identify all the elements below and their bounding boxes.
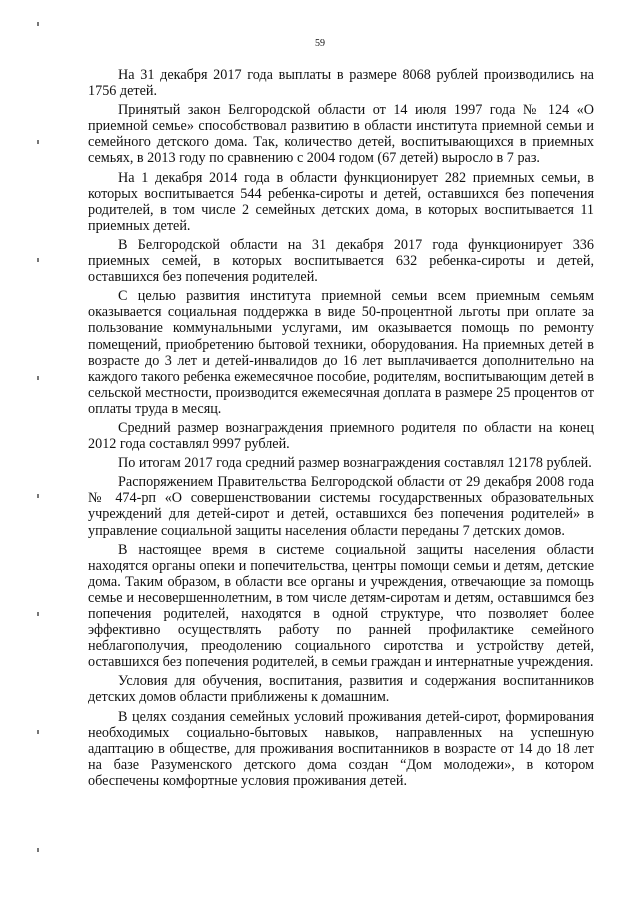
paragraph: С целью развития института приемной семьи всем приемным семьям оказывается социальная поддержка в виде 50-процентной льготы при оплате за пользование коммунальными услугами, им оказывается помощь по ремонту помещений, приобретению бытовой техники, оборудования. На приемных детей в возрасте до 3 лет и детей-инвалидов до 16 лет выплачивается дополнительно на каждого такого ребенка ежемесячное пособие, родителям, воспитывающим детей в сельской местности, производится ежемесячная доплата в размере 25 процентов от оплаты труда в месяц. [88,288,594,417]
binder-mark [37,376,39,380]
page-number: 59 [315,38,325,49]
paragraph: Средний размер вознаграждения приемного родителя по области на конец 2012 года составлял 9997 рублей. [88,419,594,453]
binder-mark [37,494,39,498]
binder-mark [37,612,39,616]
paragraph: В целях создания семейных условий проживания детей-сирот, формирования необходимых социально-бытовых навыков, направленных на успешную адаптацию в обществе, для проживания воспитанников в возрасте от 14 до 18 лет на базе Разуменского детского дома создан “Дом молодежи», в котором обеспечены комфортные условия проживания детей. [88,708,594,789]
paragraph: На 1 декабря 2014 года в области функционирует 282 приемных семьи, в которых воспитывается 544 ребенка-сироты и детей, оставшихся без попечения родителей, в том числе 2 семейных детских дома, в которых воспитывается 11 приемных детей. [88,169,594,234]
paragraph: По итогам 2017 года средний размер вознаграждения составлял 12178 рублей. [118,455,592,472]
binder-mark [37,730,39,734]
paragraph: Принятый закон Белгородской области от 14 июля 1997 года № 124 «О приемной семье» способствовал развитию в области института приемной семьи и семейного детского дома. Так, количество детей, воспитывающихся в приемных семьях, в 2013 году по сравнению с 2004 годом (67 детей) выросло в 7 раз. [88,102,594,167]
paragraph: Распоряжением Правительства Белгородской области от 29 декабря 2008 года № 474-рп «О совершенствовании системы государственных образовательных учреждений для детей-сирот и детей, оставшихся без попечения родителей» в управление социальной защиты населения области переданы 7 детских домов. [88,474,594,539]
binder-mark [37,140,39,144]
document-body [88,67,594,792]
paragraph: На 31 декабря 2017 года выплаты в размере 8068 рублей производились на 1756 детей. [88,67,594,100]
paragraph: В Белгородской области на 31 декабря 2017 года функционирует 336 приемных семей, в которых воспитывается 632 ребенка-сироты и детей, оставшихся без попечения родителей. [88,236,594,286]
binder-mark [37,258,39,262]
paragraph: Условия для обучения, воспитания, развития и содержания воспитанников детских домов области приближены к домашним. [88,673,594,706]
binder-mark [37,848,39,852]
binder-mark [37,22,39,26]
paragraph: В настоящее время в системе социальной защиты населения области находятся органы опеки и попечительства, центры помощи семьи и детям, детские дома. Таким образом, в области все органы и учреждения, отвечающие за помощь семье и несовершеннолетним, в том числе детям-сиротам и детям, оставшимся без попечения родителей, находятся в одной структуре, что позволяет более эффективно осуществлять работу по ранней профилактике семейного неблагополучия, преодолению социального сиротства и устройству детей, оставшихся без попечения родителей, в семьи граждан и интернатные учреждения. [88,541,594,671]
